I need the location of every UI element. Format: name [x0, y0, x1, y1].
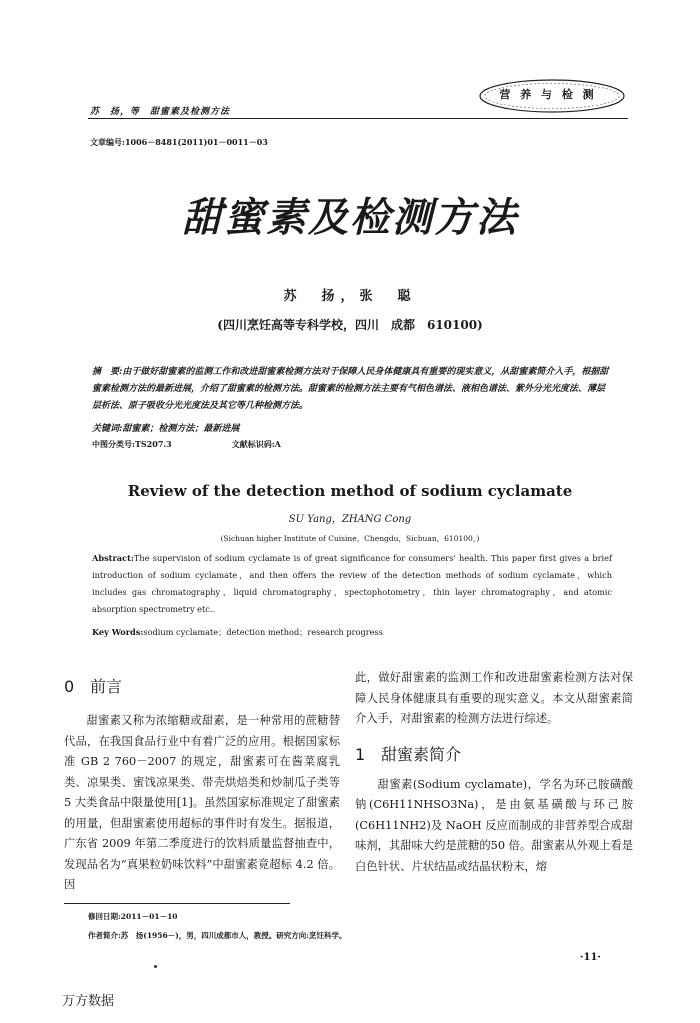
section-0-number: 0 [64, 677, 75, 696]
scan-speck [154, 965, 157, 968]
keywords-cn-label: 关键词: [92, 424, 123, 434]
section-1-heading [355, 742, 633, 765]
section-0-continuation: 此，做好甜蜜素的监测工作和改进甜蜜素检测方法对保障人民身体健康具有重要的现实意义。本文从甜蜜素简介入手，对甜蜜素的检测方法进行综述。 [355, 671, 633, 725]
right-column [355, 668, 633, 877]
document-code: 文献标识码:A [231, 439, 281, 449]
article-title-cn: 甜蜜素及检测方法 [182, 194, 518, 241]
affiliation-cn: (四川烹饪高等专科学校，四川 成都 610100) [217, 318, 483, 332]
affiliation-en: (Sichuan higher Institute of Cuisine，Chengdu，Sichuan，610100，) [220, 534, 480, 543]
header-rule [88, 118, 628, 119]
left-column [64, 668, 340, 896]
authors-en: SU Yang，ZHANG Cong [288, 514, 412, 525]
article-title-en: Review of the detection method of sodium cyclamate [127, 482, 573, 500]
abstract-cn [92, 364, 612, 415]
section-0-heading [64, 674, 340, 697]
authors-cn: 苏 扬，张 聪 [283, 289, 417, 304]
keywords-en-label: Key Words: [92, 627, 144, 637]
article-number: 文章编号:1006－8481(2011)01－0011－03 [90, 137, 268, 147]
abstract-en [92, 550, 612, 618]
abstract-cn-label: 摘 要: [92, 367, 123, 377]
section-0-title: 前言 [90, 677, 123, 696]
section-0-paragraph: 甜蜜素又称为浓缩糖或甜素，是一种常用的蔗糖替代品，在我国食品行业中有着广泛的应用。根据国家标准 GB 2 760－2007 的规定，甜蜜素可在酱菜腐乳类、凉果类、蜜饯凉果类、带壳烘焙类和炒制瓜子类等5 大类食品中限量使用[1]。虽然国家标准规定了甜蜜素的用量，但甜蜜素使用超标的事件时有发生。据报道，广东省 2009 年第二季度进行的饮料质量监督抽查中，发现品名为“真果粒奶味饮料”中甜蜜素竟超标 4.2 倍。因 [64, 714, 340, 891]
column-badge: 营 养 与 检 测 [499, 88, 597, 101]
keywords-en [92, 627, 612, 638]
section-1-title: 甜蜜素简介 [381, 744, 462, 764]
clc-number: 中图分类号:TS207.3 [92, 439, 172, 449]
source-watermark: 万方数据 [62, 994, 115, 1009]
keywords-cn-text: 甜蜜素；检测方法；最新进展 [122, 424, 240, 434]
abstract-en-label: Abstract: [92, 553, 134, 563]
section-1-paragraph: 甜蜜素(Sodium cyclamate)，学名为环己胺磺酸钠(C6H11NHSO3Na)，是由氨基磺酸与环己胺(C6H11NH2)及 NaOH 反应而制成的非营养型合成甜味剂，其甜味大约是蔗糖的50 倍。甜蜜素从外观上看是白色针状、片状结晶或结晶状粉末，熔 [355, 777, 633, 873]
section-1-number: 1 [355, 744, 366, 764]
abstract-cn-text: 由于做好甜蜜素的监测工作和改进甜蜜素检测方法对于保障人民身体健康具有重要的现实意义，从甜蜜素简介入手，根据甜蜜素检测方法的最新进展，介绍了甜蜜素的检测方法。甜蜜素的检测方法主要有气相色谱法、液相色谱法、紫外分光光度法、薄层层析法、原子吸收分光光度法及其它等几种检测方法。 [92, 367, 609, 411]
received-date: 修回日期:2011－01－10 [88, 912, 178, 921]
keywords-en-text: sodium cyclamate；detection method；research progress [143, 627, 383, 637]
page-number: ·11· [580, 952, 601, 963]
keywords-cn [92, 421, 612, 434]
abstract-en-text: The supervision of sodium cyclamate is of great significance for consumers' health. This paper first gives a brief introduction of sodium cyclamate，and then offers the review of the detection methods of sodium cyclamate，which includes gas chromatography，liquid chromatography，spectophotometry，thin layer chromatography，and atomic absorption spectrometry etc.. [92, 553, 612, 614]
author-bio: 作者简介:苏 扬(1956－)，男，四川成都市人，教授。研究方向:烹饪科学。 [88, 931, 347, 940]
classification-row [92, 439, 612, 450]
running-title: 苏 扬，等 甜蜜素及检测方法 [90, 107, 231, 117]
footnote-rule [64, 903, 290, 904]
